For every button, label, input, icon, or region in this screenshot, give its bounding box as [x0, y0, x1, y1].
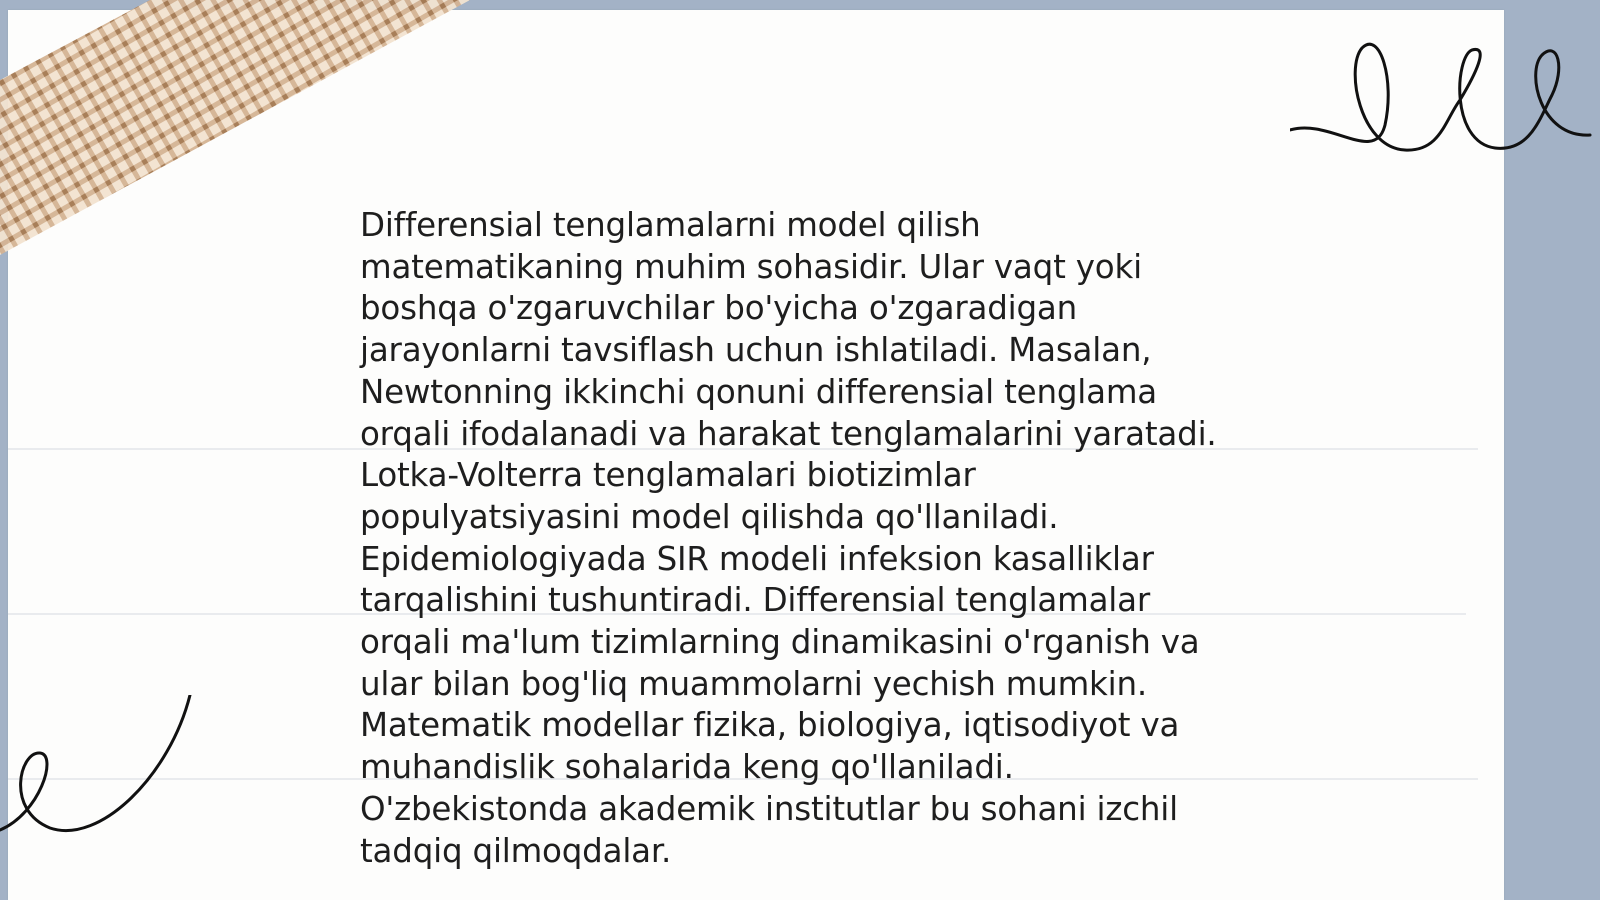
loop-doodle-top-right	[1290, 30, 1600, 165]
loop-doodle-bottom-left	[0, 695, 200, 855]
body-paragraph: Differensial tenglamalarni model qilish matematikaning muhim sohasidir. Ular vaqt yoki boshqa o'zgaruvchilar bo'yicha o'zgaradigan jarayonlarni tavsiflash uchun ishlatiladi. Masalan, Newtonning ikkinchi qonuni differensial tenglama orqali ifodalanadi va harakat tenglamalarini yaratadi. Lotka-Volterra tenglamalari biotizimlar populyatsiyasini model qilishda qo'llaniladi. Epidemiologiyada SIR modeli infeksion kasalliklar tarqalishini tushuntiradi. Differensial tenglamalar orqali ma'lum tizimlarning dinamikasini o'rganish va ular bilan bog'liq muammolarni yechish mumkin. Matematik modellar fizika, biologiya, iqtisodiyot va muhandislik sohalarida keng qo'llaniladi. O'zbekistonda akademik institutlar bu sohani izchil tadqiq qilmoqdalar.	[360, 206, 1217, 870]
